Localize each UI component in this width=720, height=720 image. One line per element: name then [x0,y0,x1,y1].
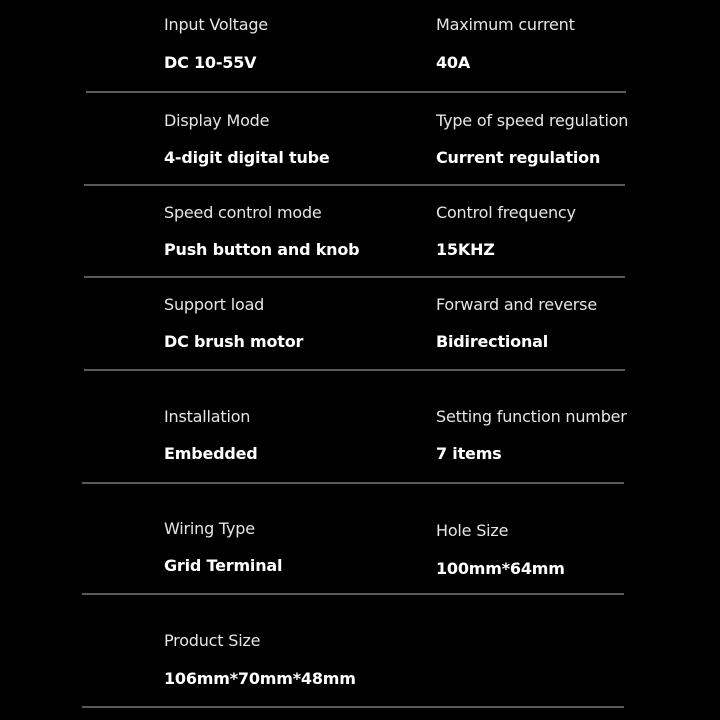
row-divider [84,184,625,186]
spec-value-input-voltage: DC 10-55V [164,53,257,72]
row-divider [86,91,626,93]
spec-value-support-load: DC brush motor [164,332,304,351]
row-divider [84,369,625,371]
row-divider [84,276,625,278]
spec-value-forward-reverse: Bidirectional [436,332,549,351]
spec-label-maximum-current: Maximum current [436,15,575,34]
spec-label-input-voltage: Input Voltage [164,15,268,34]
spec-label-wiring-type: Wiring Type [164,519,255,538]
spec-label-display-mode: Display Mode [164,111,270,130]
spec-value-maximum-current: 40A [436,53,471,72]
spec-value-display-mode: 4-digit digital tube [164,148,330,167]
spec-value-hole-size: 100mm*64mm [436,559,565,578]
spec-value-wiring-type: Grid Terminal [164,556,283,575]
spec-label-speed-regulation-type: Type of speed regulation [436,111,629,130]
spec-value-installation: Embedded [164,444,258,463]
spec-label-installation: Installation [164,407,251,426]
spec-label-hole-size: Hole Size [436,521,509,540]
spec-label-product-size: Product Size [164,631,261,650]
spec-label-support-load: Support load [164,295,265,314]
row-divider [82,593,624,595]
row-divider [82,482,624,484]
spec-label-speed-control-mode: Speed control mode [164,203,322,222]
spec-label-forward-reverse: Forward and reverse [436,295,597,314]
spec-value-product-size: 106mm*70mm*48mm [164,669,356,688]
spec-value-control-frequency: 15KHZ [436,240,495,259]
spec-label-control-frequency: Control frequency [436,203,576,222]
spec-value-speed-control-mode: Push button and knob [164,240,360,259]
row-divider [82,706,624,708]
spec-label-setting-function-number: Setting function number [436,407,627,426]
spec-value-speed-regulation-type: Current regulation [436,148,601,167]
spec-value-setting-function-number: 7 items [436,444,502,463]
